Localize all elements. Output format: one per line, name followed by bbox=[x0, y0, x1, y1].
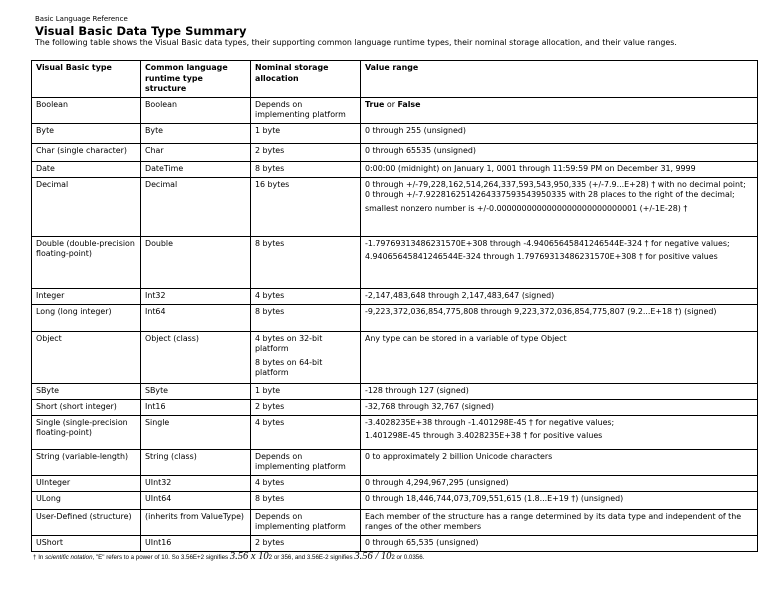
false-keyword: False bbox=[397, 99, 421, 109]
range-paragraph: 0 through +/-79,228,162,514,264,337,593,543,950,335 (+/-7.9...E+28) † with no decimal point; 0 through +/-7.9228162514264337593543950335 with 28 places to the right of the decimal; bbox=[365, 179, 746, 199]
clr-type-cell: Int16 bbox=[141, 399, 251, 415]
value-range-cell bbox=[361, 177, 758, 236]
storage-cell: 2 bytes bbox=[251, 399, 361, 415]
vb-type-cell: String (variable-length) bbox=[32, 449, 141, 475]
table-row bbox=[32, 331, 758, 383]
vb-type-cell: Date bbox=[32, 161, 141, 177]
value-range-cell: 0:00:00 (midnight) on January 1, 0001 through 11:59:59 PM on December 31, 9999 bbox=[361, 161, 758, 177]
clr-type-cell: SByte bbox=[141, 383, 251, 399]
footnote-text-mid2: 2 or 356, and 3.56E-2 signifies bbox=[268, 554, 355, 561]
value-range-cell: 0 through 4,294,967,295 (unsigned) bbox=[361, 475, 758, 491]
clr-type-cell: Object (class) bbox=[141, 331, 251, 383]
storage-cell: 2 bytes bbox=[251, 535, 361, 551]
table-row bbox=[32, 236, 758, 288]
storage-cell: 1 byte bbox=[251, 123, 361, 143]
table-row bbox=[32, 123, 758, 143]
value-range-cell: 0 through 18,446,744,073,709,551,615 (1.8...E+19 †) (unsigned) bbox=[361, 491, 758, 509]
value-range-cell: 0 through 65535 (unsigned) bbox=[361, 143, 758, 161]
table-row bbox=[32, 97, 758, 123]
clr-type-cell: Double bbox=[141, 236, 251, 288]
footnote-text-end: 2 or 0.0356. bbox=[391, 554, 425, 561]
range-paragraph: smallest nonzero number is +/-0.0000000000000000000000000001 (+/-1E-28) † bbox=[365, 203, 688, 213]
vb-type-cell: Single (single-precision floating-point) bbox=[32, 415, 141, 449]
clr-type-cell: UInt64 bbox=[141, 491, 251, 509]
vb-type-cell: Long (long integer) bbox=[32, 304, 141, 331]
vb-type-cell: User-Defined (structure) bbox=[32, 509, 141, 535]
storage-cell: 8 bytes bbox=[251, 491, 361, 509]
storage-cell: 1 byte bbox=[251, 383, 361, 399]
clr-type-cell: Boolean bbox=[141, 97, 251, 123]
table-row bbox=[32, 177, 758, 236]
true-keyword: True bbox=[365, 99, 385, 109]
range-paragraph: 1.401298E-45 through 3.4028235E+38 † for positive values bbox=[365, 431, 603, 440]
or-text: or bbox=[384, 99, 398, 109]
clr-type-cell: Int32 bbox=[141, 288, 251, 304]
col-header-clr-type: Common language runtime type structure bbox=[141, 61, 251, 98]
footnote-expression-2: 3.56 / 10 bbox=[354, 551, 392, 562]
table-header-row bbox=[32, 61, 758, 98]
value-range-cell bbox=[361, 236, 758, 288]
col-header-value-range: Value range bbox=[361, 61, 758, 98]
dagger-mark: † bbox=[33, 554, 37, 561]
storage-cell: 4 bytes bbox=[251, 415, 361, 449]
range-paragraph: -1.79769313486231570E+308 through -4.94065645841246544E-324 † for negative values; bbox=[365, 238, 730, 248]
storage-line: 8 bytes on 64-bit platform bbox=[255, 357, 323, 377]
page-title: Visual Basic Data Type Summary bbox=[35, 24, 247, 38]
storage-line: 4 bytes on 32-bit platform bbox=[255, 333, 323, 353]
storage-cell: Depends on implementing platform bbox=[251, 449, 361, 475]
clr-type-cell: UInt16 bbox=[141, 535, 251, 551]
storage-cell: 8 bytes bbox=[251, 304, 361, 331]
value-range-cell: 0 through 65,535 (unsigned) bbox=[361, 535, 758, 551]
intro-text: The following table shows the Visual Basic data types, their supporting common language runtime types, their nominal storage allocation, and their value ranges. bbox=[35, 38, 677, 47]
vb-type-cell: Integer bbox=[32, 288, 141, 304]
vb-type-cell: Decimal bbox=[32, 177, 141, 236]
footnote-text-mid: , "E" refers to a power of 10. So 3.56E+2 signifies bbox=[92, 554, 230, 561]
clr-type-cell: (inherits from ValueType) bbox=[141, 509, 251, 535]
clr-type-cell: UInt32 bbox=[141, 475, 251, 491]
storage-cell: 4 bytes bbox=[251, 288, 361, 304]
table-row bbox=[32, 383, 758, 399]
value-range-cell: Each member of the structure has a range determined by its data type and independent of the ranges of the other members bbox=[361, 509, 758, 535]
table-row bbox=[32, 304, 758, 331]
table-row bbox=[32, 399, 758, 415]
col-header-vb-type: Visual Basic type bbox=[32, 61, 141, 98]
table-row bbox=[32, 161, 758, 177]
value-range-cell: -9,223,372,036,854,775,808 through 9,223,372,036,854,775,807 (9.2...E+18 †) (signed) bbox=[361, 304, 758, 331]
table-row bbox=[32, 535, 758, 551]
clr-type-cell: Char bbox=[141, 143, 251, 161]
vb-type-cell: SByte bbox=[32, 383, 141, 399]
value-range-cell: -2,147,483,648 through 2,147,483,647 (signed) bbox=[361, 288, 758, 304]
table-row bbox=[32, 415, 758, 449]
vb-type-cell: Byte bbox=[32, 123, 141, 143]
storage-cell: Depends on implementing platform bbox=[251, 509, 361, 535]
value-range-cell: Any type can be stored in a variable of type Object bbox=[361, 331, 758, 383]
storage-cell: 8 bytes bbox=[251, 236, 361, 288]
clr-type-cell: Decimal bbox=[141, 177, 251, 236]
vb-type-cell: UShort bbox=[32, 535, 141, 551]
clr-type-cell: String (class) bbox=[141, 449, 251, 475]
value-range-cell: 0 through 255 (unsigned) bbox=[361, 123, 758, 143]
storage-cell: 16 bytes bbox=[251, 177, 361, 236]
value-range-cell: -128 through 127 (signed) bbox=[361, 383, 758, 399]
col-header-storage: Nominal storage allocation bbox=[251, 61, 361, 98]
storage-cell: 4 bytes bbox=[251, 475, 361, 491]
range-paragraph: -3.4028235E+38 through -1.401298E-45 † for negative values; bbox=[365, 417, 615, 427]
clr-type-cell: DateTime bbox=[141, 161, 251, 177]
range-paragraph: 4.94065645841246544E-324 through 1.79769313486231570E+308 † for positive values bbox=[365, 252, 718, 261]
vb-type-cell: Char (single character) bbox=[32, 143, 141, 161]
clr-type-cell: Int64 bbox=[141, 304, 251, 331]
value-range-cell bbox=[361, 97, 758, 123]
footnote-italic-term: scientific notation bbox=[45, 554, 93, 561]
clr-type-cell: Byte bbox=[141, 123, 251, 143]
vb-type-cell: Boolean bbox=[32, 97, 141, 123]
table-row bbox=[32, 491, 758, 509]
vb-type-cell: ULong bbox=[32, 491, 141, 509]
storage-cell: Depends on implementing platform bbox=[251, 97, 361, 123]
storage-cell bbox=[251, 331, 361, 383]
footnote-text-start: In bbox=[38, 554, 46, 561]
clr-type-cell: Single bbox=[141, 415, 251, 449]
vb-type-cell: UInteger bbox=[32, 475, 141, 491]
storage-cell: 8 bytes bbox=[251, 161, 361, 177]
footnote-expression-1: 3.56 x 10 bbox=[229, 551, 269, 562]
footnote bbox=[33, 551, 424, 562]
storage-cell: 2 bytes bbox=[251, 143, 361, 161]
table-row bbox=[32, 143, 758, 161]
value-range-cell: 0 to approximately 2 billion Unicode characters bbox=[361, 449, 758, 475]
table-row bbox=[32, 449, 758, 475]
table-row bbox=[32, 509, 758, 535]
vb-type-cell: Double (double-precision floating-point) bbox=[32, 236, 141, 288]
vb-type-cell: Object bbox=[32, 331, 141, 383]
value-range-cell: -32,768 through 32,767 (signed) bbox=[361, 399, 758, 415]
data-type-table bbox=[31, 60, 758, 552]
table-row bbox=[32, 288, 758, 304]
value-range-cell bbox=[361, 415, 758, 449]
doc-header: Basic Language Reference bbox=[35, 15, 128, 23]
table-row bbox=[32, 475, 758, 491]
vb-type-cell: Short (short integer) bbox=[32, 399, 141, 415]
